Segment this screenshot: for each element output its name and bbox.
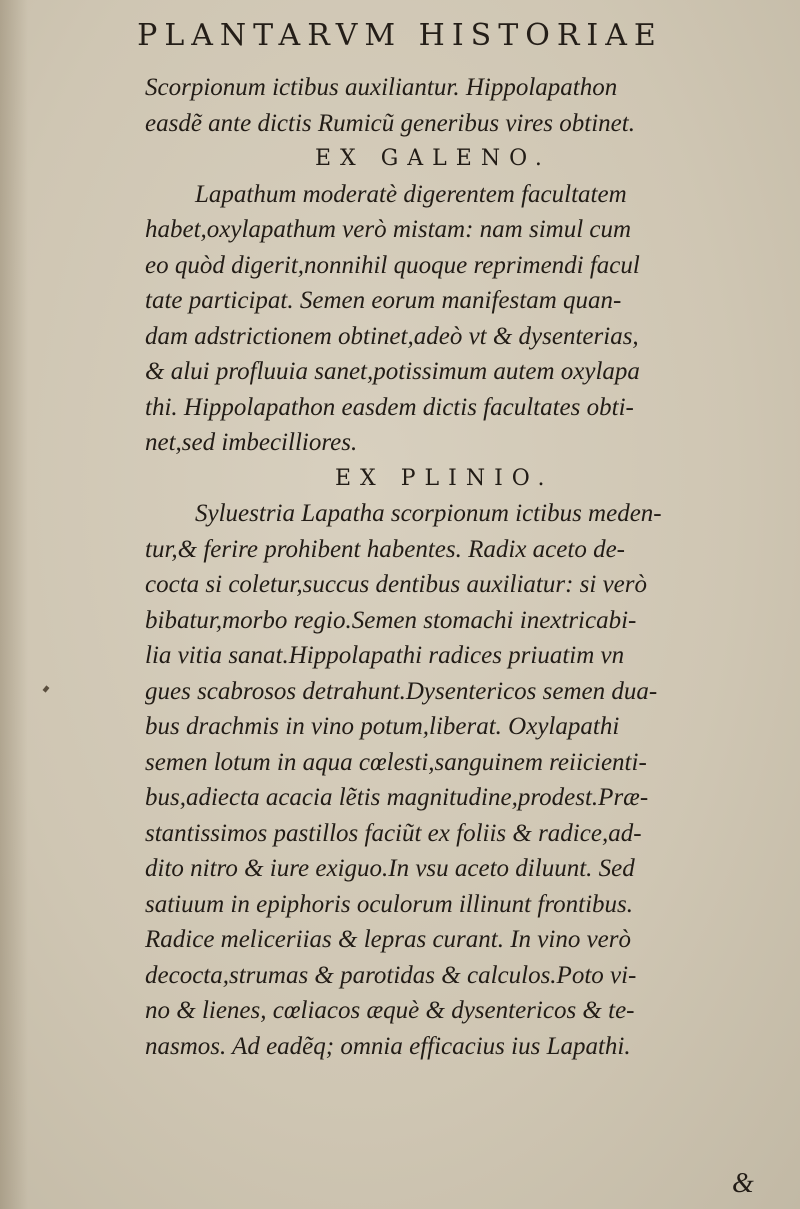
section-heading-pliny: EX PLINIO.: [335, 465, 554, 491]
text-line: satiuum in epiphoris oculorum illinunt frontibus.: [145, 890, 633, 918]
text-line: net,sed imbecilliores.: [145, 429, 358, 456]
text-line: tur,& ferire prohibent habentes. Radix aceto de-: [145, 535, 625, 563]
section-heading-galen: EX GALENO.: [315, 146, 551, 171]
text-line: tate participat. Semen eorum manifestam quan-: [145, 287, 622, 314]
text-line: bus,adiecta acacia lẽtis magnitudine,prodest.Præ-: [145, 784, 649, 811]
text-line: & alui profluuia sanet,potissimum autem oxylapa: [145, 358, 640, 385]
text-line: thi. Hippolapathon easdem dictis facultates obti-: [145, 393, 634, 421]
text-line: decocta,strumas & parotidas & calculos.Poto vi-: [145, 961, 637, 989]
text-line: lia vitia sanat.Hippolapathi radices priuatim vn: [145, 642, 625, 669]
text-line: stantissimos pastillos faciũt ex foliis & radice,ad-: [145, 819, 642, 847]
text-line: Radice meliceriias & lepras curant. In vino verò: [145, 926, 631, 953]
text-line: bibatur,morbo regio.Semen stomachi inextricabi-: [145, 606, 637, 634]
margin-mark: [43, 685, 50, 692]
text-line: nasmos. Ad eadẽq; omnia efficacius ius Lapathi.: [145, 1032, 631, 1060]
text-line: bus drachmis in vino potum,liberat. Oxylapathi: [145, 713, 620, 740]
text-line: dito nitro & iure exiguo.In vsu aceto diluunt. Sed: [145, 855, 635, 882]
text-line: eo quòd digerit,nonnihil quoque reprimendi facul: [145, 251, 640, 279]
text-line: Lapathum moderatè digerentem facultatem: [195, 180, 627, 208]
text-line: easdẽ ante dictis Rumicũ generibus vires obtinet.: [145, 109, 635, 137]
text-line: cocta si coletur,succus dentibus auxiliatur: si verò: [145, 571, 648, 598]
body-text: [145, 70, 785, 1064]
catchword: &: [732, 1168, 754, 1199]
text-line: gues scabrosos detrahunt.Dysentericos semen dua-: [145, 677, 658, 705]
text-line: Syluestria Lapatha scorpionum ictibus meden-: [195, 500, 662, 527]
text-line: habet,oxylapathum verò mistam: nam simul cum: [145, 216, 632, 243]
text-line: Scorpionum ictibus auxiliantur. Hippolapathon: [145, 74, 618, 101]
text-line: semen lotum in aqua cœlesti,sanguinem reiicienti-: [145, 748, 647, 776]
text-line: dam adstrictionem obtinet,adeò vt & dysenterias,: [145, 322, 639, 350]
running-head: PLANTARVM HISTORIAE: [137, 18, 663, 53]
text-line: no & lienes, cœliacos æquè & dysentericos & te-: [145, 997, 635, 1024]
